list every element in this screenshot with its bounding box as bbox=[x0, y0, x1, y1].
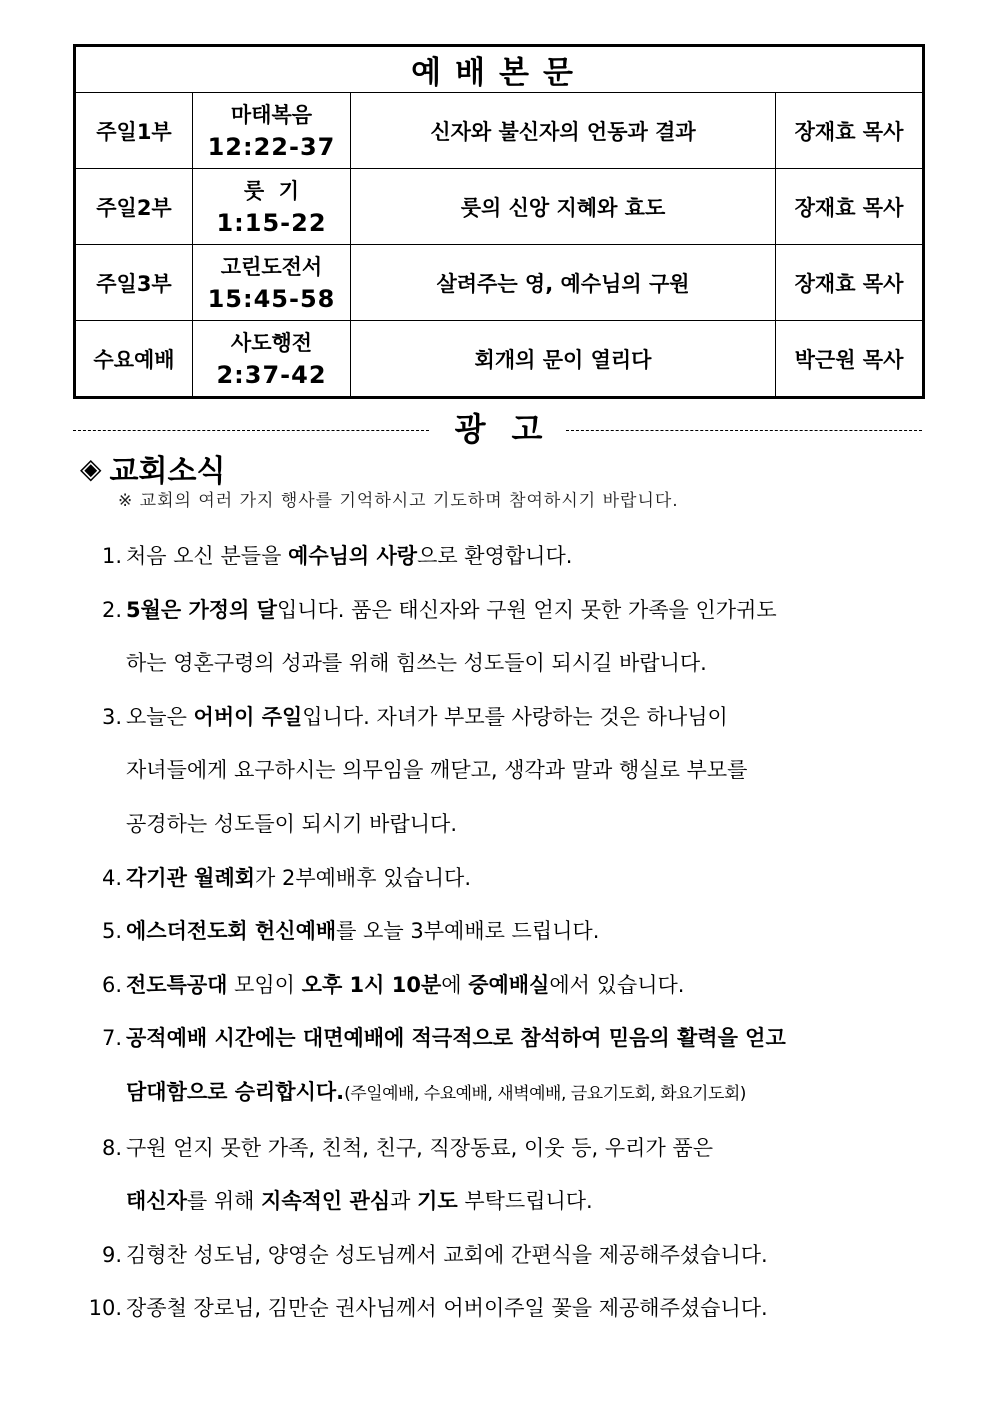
emphasis: 전도특공대 bbox=[126, 972, 228, 997]
scripture-book: 룻 기 bbox=[243, 178, 300, 203]
sermon-title: 회개의 문이 열리다 bbox=[351, 321, 776, 398]
worship-row bbox=[75, 245, 924, 321]
section-title bbox=[80, 446, 225, 490]
item-number: 2. bbox=[101, 597, 122, 622]
sermon-title: 룻의 신앙 지혜와 효도 bbox=[351, 169, 776, 245]
service-name: 수요예배 bbox=[75, 321, 193, 398]
item-number: 9. bbox=[101, 1242, 122, 1267]
emphasis: 담대함으로 승리합시다. bbox=[126, 1079, 345, 1104]
scripture bbox=[193, 245, 351, 321]
emphasis: 중예배실 bbox=[468, 972, 550, 997]
emphasis: 5월은 가정의 달 bbox=[126, 597, 277, 622]
item-line: 하는 영혼구령의 성과를 위해 힘쓰는 성도들이 되시길 바랍니다. bbox=[126, 651, 707, 676]
item-line: 에스더전도회 헌신예배를 오늘 3부예배로 드립니다. bbox=[126, 919, 600, 944]
service-name: 주일1부 bbox=[75, 93, 193, 169]
divider bbox=[566, 430, 922, 431]
scripture-ref: 12:22-37 bbox=[207, 132, 336, 161]
scripture bbox=[193, 93, 351, 169]
emphasis: 지속적인 관심 bbox=[261, 1189, 391, 1214]
item-number: 4. bbox=[101, 865, 122, 890]
ad-heading bbox=[73, 405, 922, 449]
item-number: 1. bbox=[101, 544, 122, 568]
emphasis: 각기관 월례회 bbox=[126, 865, 256, 890]
item-number: 8. bbox=[101, 1135, 122, 1160]
scripture-ref: 1:15-22 bbox=[216, 208, 327, 237]
announcement-item bbox=[70, 691, 950, 852]
worship-row bbox=[75, 169, 924, 245]
item-text bbox=[126, 1229, 950, 1283]
scripture-book: 고린도전서 bbox=[220, 254, 323, 279]
item-line: 전도특공대 모임이 오후 1시 10분에 중예배실에서 있습니다. bbox=[126, 972, 685, 997]
item-text bbox=[126, 1282, 950, 1336]
item-text bbox=[126, 905, 950, 959]
item-line: 처음 오신 분들을 예수님의 사랑으로 환영합니다. bbox=[126, 544, 573, 568]
item-line: 각기관 월례회가 2부예배후 있습니다. bbox=[126, 865, 471, 890]
worship-row bbox=[75, 93, 924, 169]
worship-header: 예배본문 bbox=[75, 46, 924, 93]
notice-note: ※ 교회의 여러 가지 행사를 기억하시고 기도하며 참여하시기 바랍니다. bbox=[118, 491, 679, 511]
item-number: 7. bbox=[101, 1026, 122, 1051]
preacher: 박근원 목사 bbox=[776, 321, 924, 398]
announcement-item bbox=[70, 1282, 950, 1336]
announcement-item bbox=[70, 959, 950, 1013]
scripture bbox=[193, 169, 351, 245]
announcement-item bbox=[70, 1122, 950, 1229]
preacher: 장재효 목사 bbox=[776, 245, 924, 321]
announcement-item bbox=[70, 530, 950, 584]
scripture-book: 사도행전 bbox=[230, 330, 313, 355]
divider bbox=[73, 430, 429, 431]
service-list: (주일예배, 수요예배, 새벽예배, 금요기도회, 화요기도회) bbox=[344, 1083, 746, 1104]
worship-table bbox=[73, 44, 925, 399]
item-text bbox=[126, 1122, 950, 1229]
announcement-list bbox=[70, 530, 950, 1336]
announcement-item bbox=[70, 1012, 950, 1121]
announcement-item bbox=[70, 852, 950, 906]
diamond-icon: ◈ bbox=[80, 451, 102, 485]
item-text bbox=[126, 1012, 950, 1121]
item-text bbox=[126, 959, 950, 1013]
item-line: 5월은 가정의 달입니다. 품은 태신자와 구원 얻지 못한 가족을 인가귀도 bbox=[126, 597, 777, 622]
item-number: 3. bbox=[101, 704, 122, 729]
item-line: 자녀들에게 요구하시는 의무임을 깨닫고, 생각과 말과 행실로 부모를 bbox=[126, 758, 748, 783]
item-number: 10. bbox=[88, 1296, 122, 1321]
emphasis: 기도 bbox=[417, 1189, 458, 1214]
scripture-book: 마태복음 bbox=[230, 102, 313, 127]
emphasis: 어버이 주일 bbox=[193, 704, 303, 729]
item-line: 태신자를 위해 지속적인 관심과 기도 부탁드립니다. bbox=[126, 1189, 593, 1214]
service-name: 주일2부 bbox=[75, 169, 193, 245]
item-line: 김형찬 성도님, 양영순 성도님께서 교회에 간편식을 제공해주셨습니다. bbox=[126, 1242, 768, 1267]
emphasis: 오후 1시 10분 bbox=[301, 972, 442, 997]
emphasis: 에스더전도회 헌신예배 bbox=[126, 919, 337, 944]
scripture-ref: 2:37-42 bbox=[216, 360, 327, 389]
item-line: 구원 얻지 못한 가족, 친척, 친구, 직장동료, 이웃 등, 우리가 품은 bbox=[126, 1135, 713, 1160]
item-line bbox=[126, 1066, 950, 1122]
preacher: 장재효 목사 bbox=[776, 93, 924, 169]
announcement-item bbox=[70, 905, 950, 959]
item-text bbox=[126, 852, 950, 906]
scripture-ref: 15:45-58 bbox=[207, 284, 336, 313]
sermon-title: 신자와 불신자의 언동과 결과 bbox=[351, 93, 776, 169]
item-number: 6. bbox=[101, 972, 122, 997]
worship-row bbox=[75, 321, 924, 398]
service-name: 주일3부 bbox=[75, 245, 193, 321]
item-line: 장종철 장로님, 김만순 권사님께서 어버이주일 꽃을 제공해주셨습니다. bbox=[126, 1296, 768, 1321]
sermon-title: 살려주는 영, 예수님의 구원 bbox=[351, 245, 776, 321]
item-line bbox=[126, 1012, 950, 1066]
ad-heading-title: 광고 bbox=[454, 410, 569, 448]
announcement-item bbox=[70, 1229, 950, 1283]
scripture bbox=[193, 321, 351, 398]
emphasis: 공적예배 시간에는 대면예배에 적극적으로 참석하여 믿음의 활력을 얻고 bbox=[126, 1026, 786, 1051]
item-line: 오늘은 어버이 주일입니다. 자녀가 부모를 사랑하는 것은 하나님이 bbox=[126, 704, 728, 729]
emphasis: 태신자 bbox=[126, 1189, 187, 1214]
item-number: 5. bbox=[101, 919, 122, 944]
emphasis: 예수님의 사랑 bbox=[288, 544, 418, 568]
item-text bbox=[126, 530, 950, 584]
item-text bbox=[126, 691, 950, 852]
preacher: 장재효 목사 bbox=[776, 169, 924, 245]
section-title-text: 교회소식 bbox=[109, 454, 226, 489]
announcement-item bbox=[70, 584, 950, 691]
item-line: 공경하는 성도들이 되시기 바랍니다. bbox=[126, 811, 457, 836]
item-text bbox=[126, 584, 950, 691]
